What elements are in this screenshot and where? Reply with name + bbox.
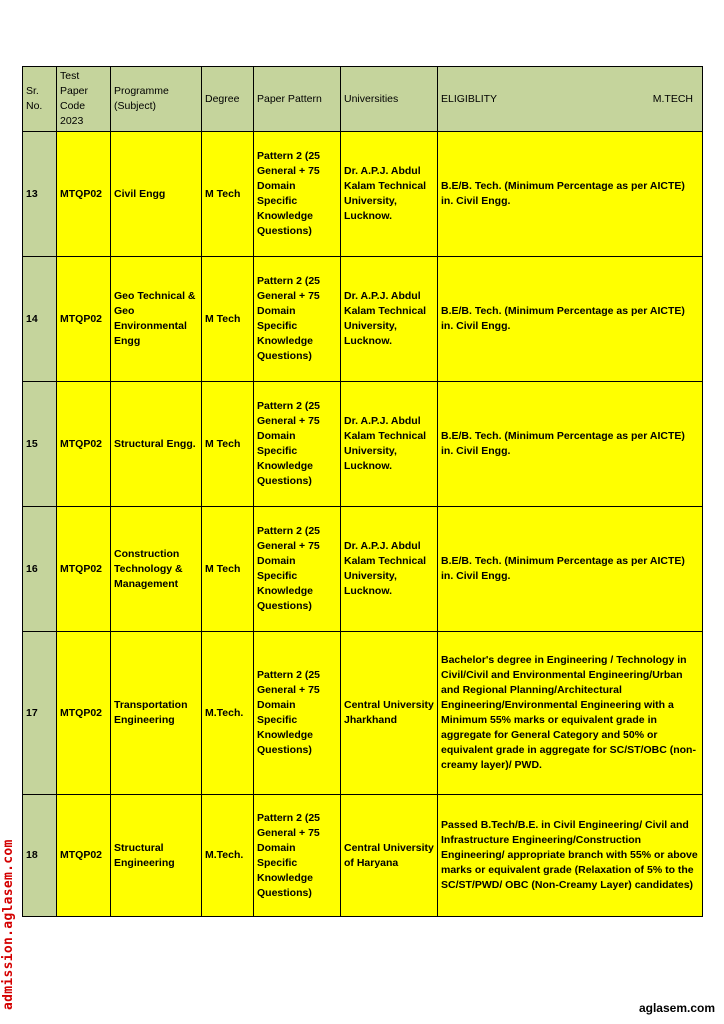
paper-pattern-cell: Pattern 2 (25 General + 75 Domain Specific Knowledge Questions) — [254, 382, 341, 507]
sr-no-cell: 13 — [23, 132, 57, 257]
table-row — [23, 257, 703, 382]
degree-cell: M Tech — [202, 382, 254, 507]
sr-no-cell: 17 — [23, 632, 57, 795]
table-row — [23, 132, 703, 257]
programme-cell: Structural Engg. — [111, 382, 202, 507]
paper-code-cell: MTQP02 — [57, 257, 111, 382]
footer-site-label: aglasem.com — [638, 1001, 715, 1015]
watermark-text: admission.aglasem.com — [1, 839, 16, 1010]
table-row — [23, 507, 703, 632]
eligibility-cell: B.E/B. Tech. (Minimum Percentage as per AICTE) in. Civil Engg. — [438, 132, 703, 257]
eligibility-cell: Bachelor's degree in Engineering / Technology in Civil/Civil and Environmental Engineering/Urban and Regional Planning/Architectural Engineering/Environmental Engineering with a Minimum 55% marks or equivalent grade in aggregate for General Category and 50% or equivalent grade in aggregate for SC/ST/OBC (non-creamy layer)/ PWD. — [438, 632, 703, 795]
paper-code-cell: MTQP02 — [57, 132, 111, 257]
programme-cell: Transportation Engineering — [111, 632, 202, 795]
degree-cell: M.Tech. — [202, 632, 254, 795]
sr-no-cell: 16 — [23, 507, 57, 632]
header-degree: Degree — [202, 67, 254, 132]
university-cell: Dr. A.P.J. Abdul Kalam Technical University, Lucknow. — [341, 132, 438, 257]
header-universities: Universities — [341, 67, 438, 132]
paper-code-cell: MTQP02 — [57, 632, 111, 795]
header-eligibility-label: ELIGIBLITY — [441, 92, 498, 105]
programme-cell: Geo Technical & Geo Environmental Engg — [111, 257, 202, 382]
sr-no-cell: 14 — [23, 257, 57, 382]
university-cell: Dr. A.P.J. Abdul Kalam Technical University, Lucknow. — [341, 507, 438, 632]
university-cell: Dr. A.P.J. Abdul Kalam Technical University, Lucknow. — [341, 382, 438, 507]
paper-code-cell: MTQP02 — [57, 795, 111, 917]
paper-pattern-cell: Pattern 2 (25 General + 75 Domain Specific Knowledge Questions) — [254, 795, 341, 917]
header-paper-pattern: Paper Pattern — [254, 67, 341, 132]
table-row — [23, 795, 703, 917]
degree-cell: M Tech — [202, 132, 254, 257]
degree-cell: M Tech — [202, 257, 254, 382]
eligibility-table — [22, 66, 703, 917]
paper-pattern-cell: Pattern 2 (25 General + 75 Domain Specific Knowledge Questions) — [254, 132, 341, 257]
eligibility-cell: Passed B.Tech/B.E. in Civil Engineering/ Civil and Infrastructure Engineering/Construction Engineering/ appropriate branch with 55% or above marks or equivalent grade (Relaxation of 5% to the SC/ST/PWD/ OBC (Non-Creamy Layer) candidates) — [438, 795, 703, 917]
paper-code-cell: MTQP02 — [57, 382, 111, 507]
paper-pattern-cell: Pattern 2 (25 General + 75 Domain Specific Knowledge Questions) — [254, 507, 341, 632]
table-row — [23, 632, 703, 795]
university-cell: Central University Jharkhand — [341, 632, 438, 795]
programme-cell: Structural Engineering — [111, 795, 202, 917]
header-eligibility — [438, 67, 703, 132]
university-cell: Dr. A.P.J. Abdul Kalam Technical University, Lucknow. — [341, 257, 438, 382]
eligibility-cell: B.E/B. Tech. (Minimum Percentage as per AICTE) in. Civil Engg. — [438, 382, 703, 507]
sr-no-cell: 18 — [23, 795, 57, 917]
paper-code-cell: MTQP02 — [57, 507, 111, 632]
sr-no-cell: 15 — [23, 382, 57, 507]
programme-cell: Construction Technology & Management — [111, 507, 202, 632]
degree-cell: M.Tech. — [202, 795, 254, 917]
eligibility-cell: B.E/B. Tech. (Minimum Percentage as per AICTE) in. Civil Engg. — [438, 257, 703, 382]
table-row — [23, 382, 703, 507]
header-programme: Programme (Subject) — [111, 67, 202, 132]
header-course-label: M.TECH — [652, 92, 693, 105]
header-row — [23, 67, 703, 132]
degree-cell: M Tech — [202, 507, 254, 632]
eligibility-cell: B.E/B. Tech. (Minimum Percentage as per AICTE) in. Civil Engg. — [438, 507, 703, 632]
paper-pattern-cell: Pattern 2 (25 General + 75 Domain Specific Knowledge Questions) — [254, 632, 341, 795]
programme-cell: Civil Engg — [111, 132, 202, 257]
header-sr-no: Sr. No. — [23, 67, 57, 132]
header-test-paper-code: Test Paper Code 2023 — [57, 67, 111, 132]
university-cell: Central University of Haryana — [341, 795, 438, 917]
paper-pattern-cell: Pattern 2 (25 General + 75 Domain Specific Knowledge Questions) — [254, 257, 341, 382]
